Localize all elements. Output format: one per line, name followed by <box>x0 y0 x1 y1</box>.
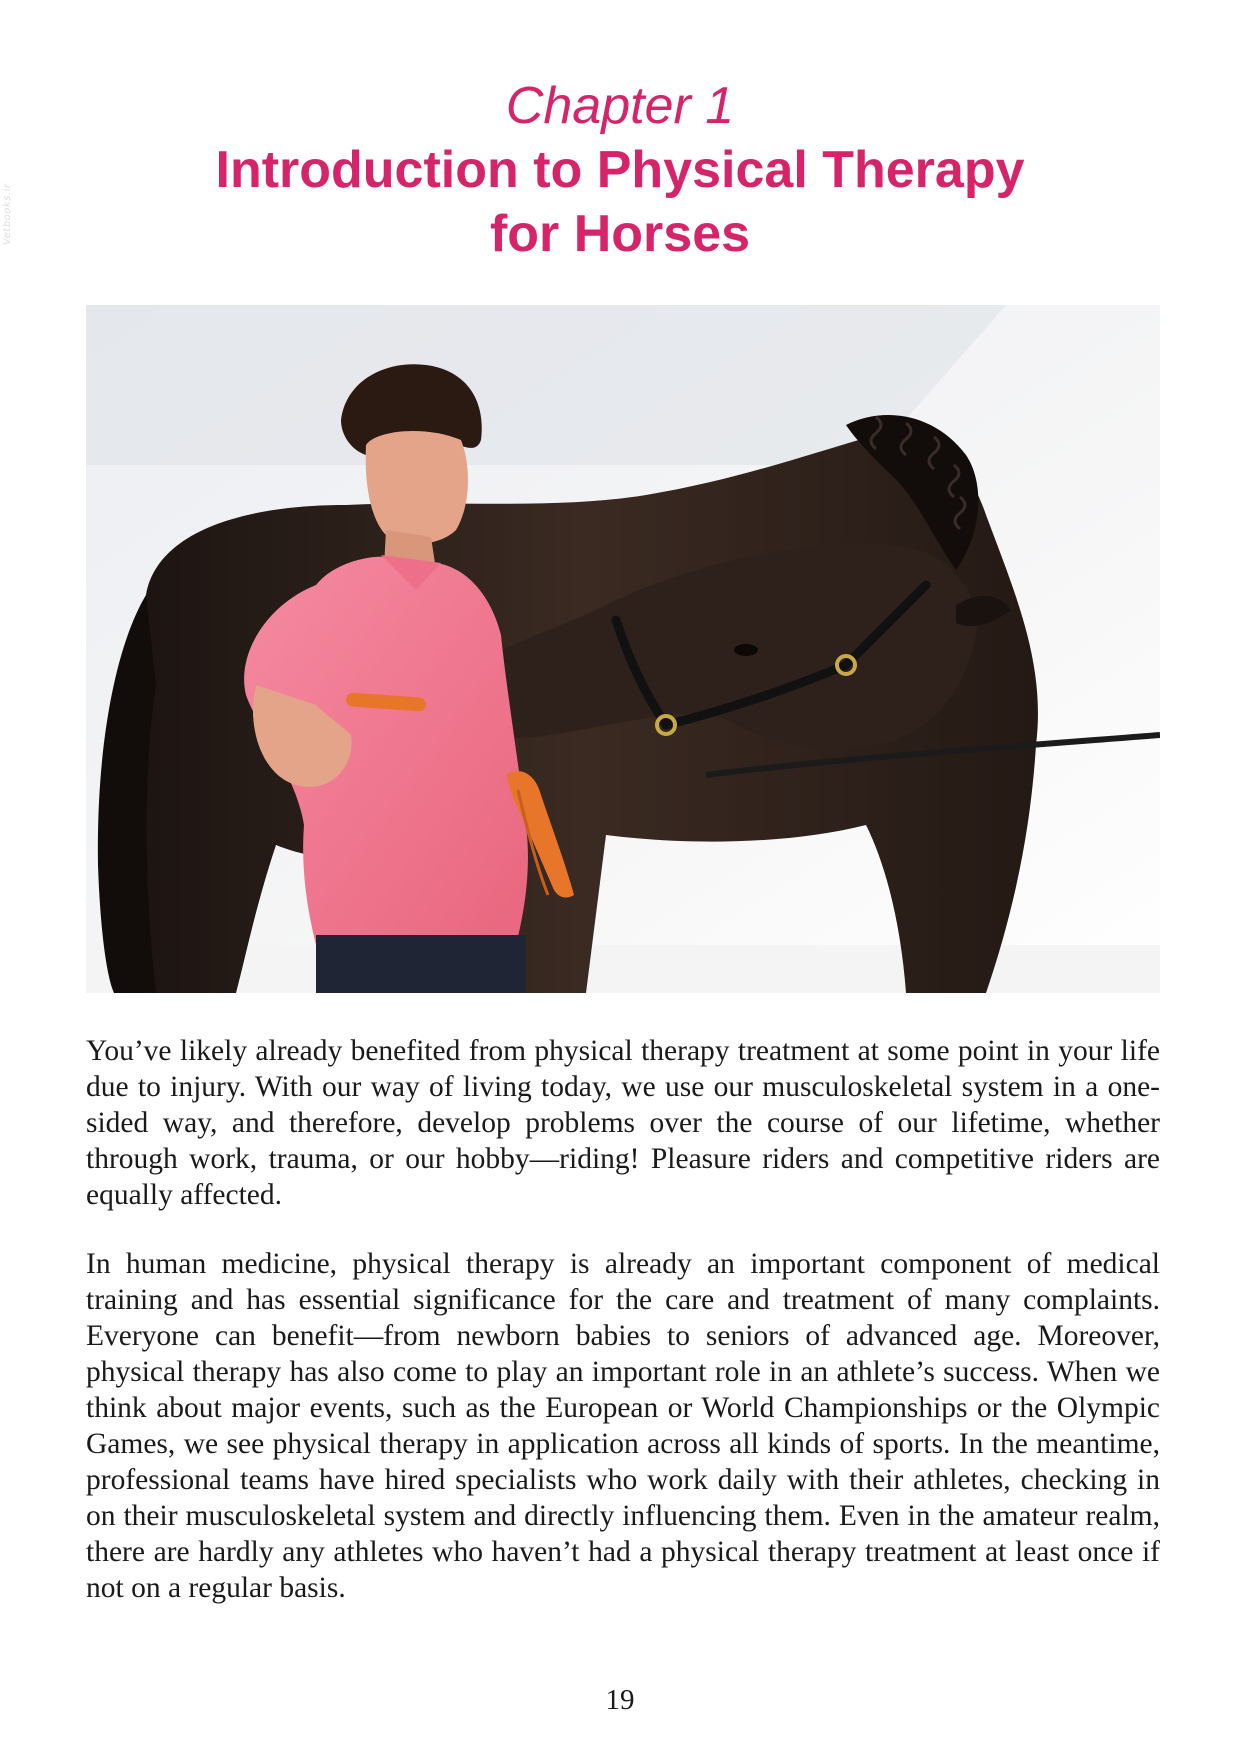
body-text <box>86 1033 1160 1639</box>
chapter-title-line-2: for Horses <box>489 205 751 263</box>
person-face <box>366 431 468 544</box>
paragraph-1: You’ve likely already benefited from physical therapy treatment at some point in your life due to injury. With our way of living today, we use our musculoskeletal system in a one-sided way, and therefore, develop problems over the course of our lifetime, whether through work, trauma, or our hobby—riding! Pleasure riders and competitive riders are equally affected. <box>86 1035 1160 1211</box>
horse-eye <box>734 644 758 656</box>
chapter-title-line-1: Introduction to Physical Therapy <box>215 141 1025 199</box>
page-number: 19 <box>605 1684 635 1716</box>
paragraph-2: In human medicine, physical therapy is already an important component of medical training and has essential significance for the care and treatment of many complaints. Everyone can benefit—from newborn babies to seniors of advanced age. Moreover, physical therapy has also come to play an important role in an athlete’s success. When we think about major events, such as the European or World Championships or the Olympic Games, we see physical therapy in application across all kinds of sports. In the meantime, professional teams have hired specialists who work daily with their athletes, checking in on their musculoskeletal system and directly influencing them. Even in the amateur realm, there are hardly any athletes who haven’t had a physical therapy treatment at least once if not on a regular basis. <box>86 1248 1160 1604</box>
person-jeans <box>316 935 526 993</box>
horse-and-therapist-photo <box>86 305 1160 993</box>
chapter-heading <box>0 74 1240 266</box>
watermark-text: Vetbooks.ir <box>2 183 13 245</box>
photo-illustration <box>86 305 1160 993</box>
chapter-label: Chapter 1 <box>505 77 735 135</box>
